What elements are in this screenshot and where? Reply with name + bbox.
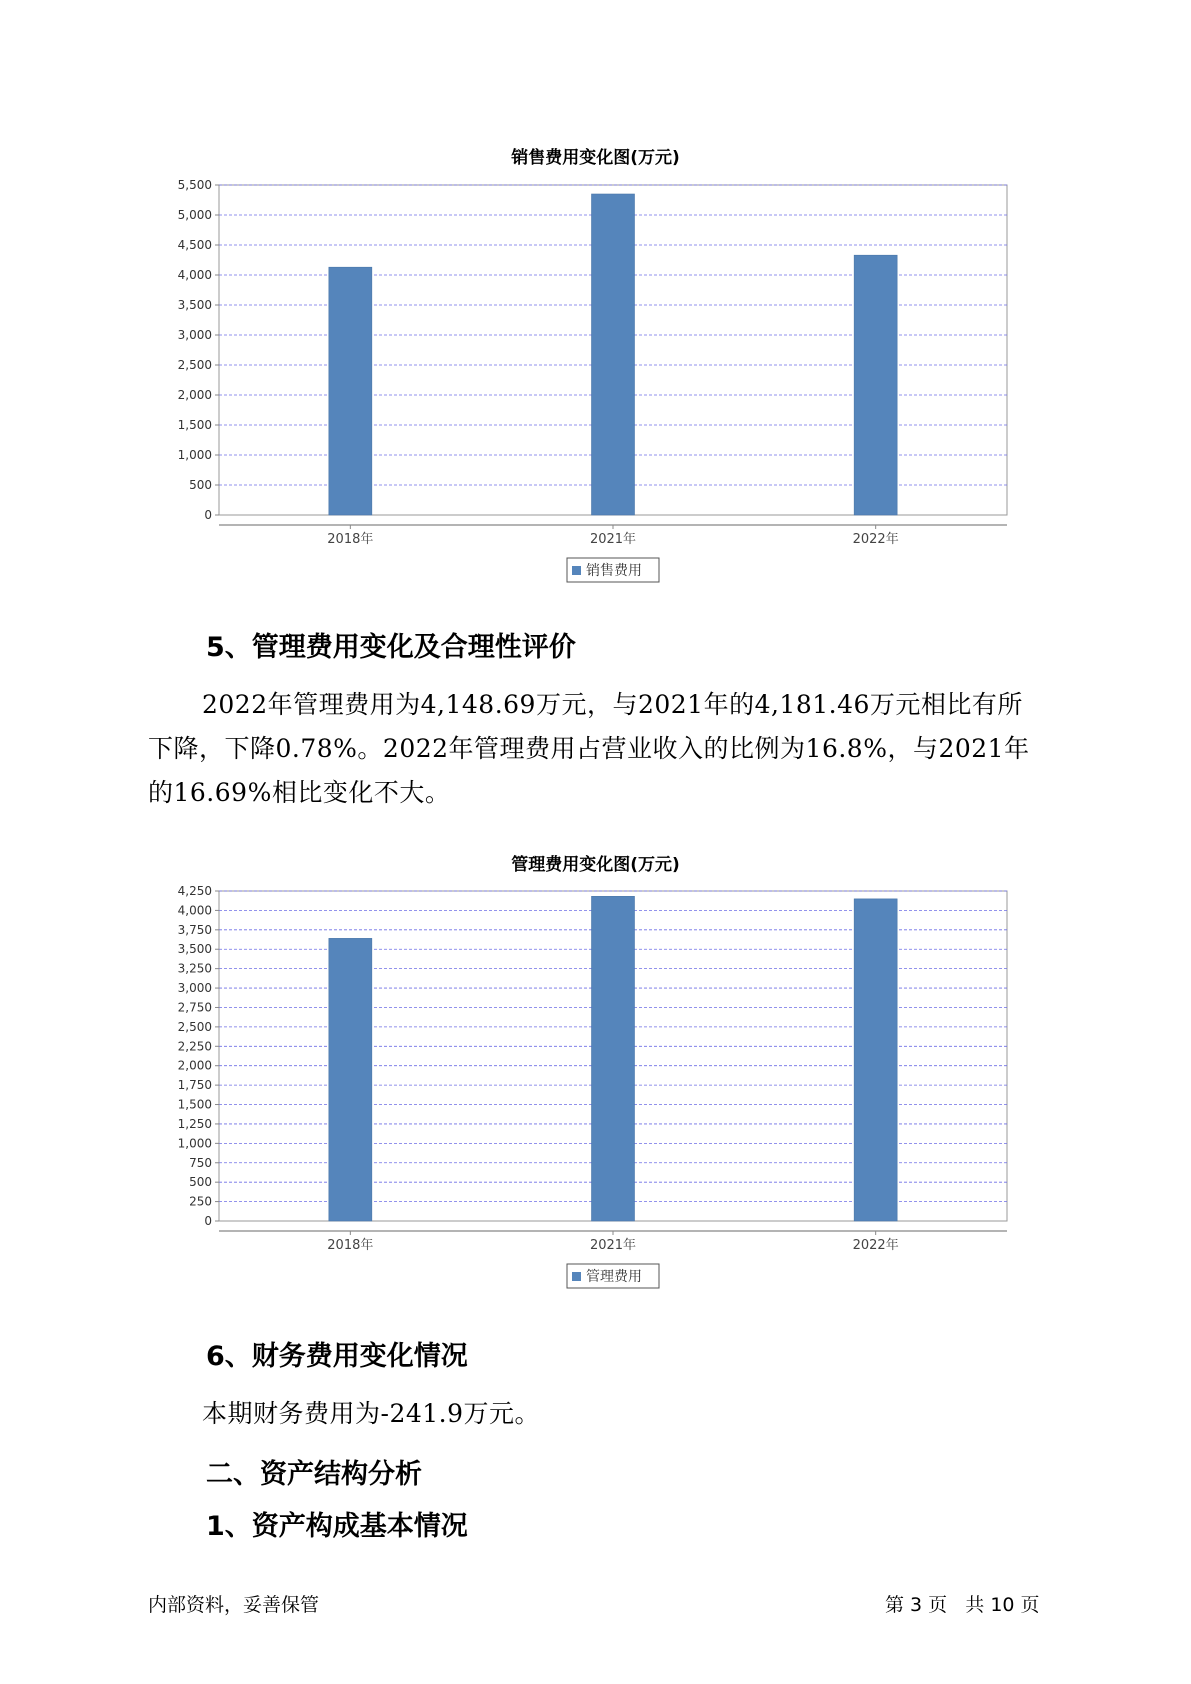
- sales-chart-y-tick-label: 2,000: [177, 388, 212, 402]
- footer-page-number: 第 3 页 共 10 页: [885, 1594, 1040, 1616]
- admin-chart-y-tick-label: 2,000: [177, 1058, 212, 1073]
- admin-chart-y-tick-label: 1,750: [177, 1078, 212, 1093]
- admin-chart-y-tick-label: 2,250: [177, 1039, 212, 1054]
- admin-chart-y-tick-label: 4,250: [177, 884, 212, 898]
- admin-chart-y-tick-label: 0: [204, 1214, 212, 1228]
- sales-chart-y-tick-label: 4,000: [177, 268, 212, 282]
- admin-chart-y-tick-label: 2,500: [177, 1019, 212, 1034]
- admin-chart-y-tick-label: 1,500: [177, 1097, 212, 1112]
- admin-chart-y-tick-label: 500: [189, 1175, 212, 1190]
- admin-chart-y-tick-label: 3,250: [177, 961, 212, 976]
- sales-chart-x-tick-label: 2022年: [852, 532, 899, 547]
- section-5-paragraph-line-3: 的16.69%相比变化不大。: [148, 778, 451, 807]
- admin-chart-y-tick-label: 750: [189, 1155, 212, 1170]
- sales-chart-y-tick-label: 3,000: [177, 328, 212, 342]
- sales-chart-y-tick-label: 3,500: [177, 298, 212, 312]
- admin-chart-y-tick-label: 1,000: [177, 1136, 212, 1151]
- admin-chart-y-tick-label: 3,750: [177, 922, 212, 937]
- part-2-heading: 二、资产结构分析: [206, 1459, 422, 1490]
- admin-chart-bar-2021年: [592, 896, 635, 1221]
- admin-chart-y-tick-label: 1,250: [177, 1116, 212, 1131]
- sales-chart-y-tick-label: 5,000: [177, 208, 212, 222]
- admin-chart-y-tick-label: 4,000: [177, 903, 212, 918]
- section-6-heading: 6、财务费用变化情况: [206, 1341, 468, 1372]
- part-2-subsection-1-heading: 1、资产构成基本情况: [206, 1511, 468, 1542]
- sales-chart-legend-label: 销售费用: [586, 563, 642, 579]
- sales-chart-title: 销售费用变化图(万元): [511, 148, 680, 168]
- admin-chart-x-tick-label: 2021年: [589, 1238, 637, 1253]
- admin-chart-bar-2022年: [854, 899, 897, 1221]
- sales-chart-y-tick-label: 1,500: [177, 418, 212, 432]
- sales-chart-y-tick-label: 500: [189, 478, 212, 492]
- admin-chart-y-tick-label: 3,000: [177, 981, 212, 996]
- admin-chart-legend-label: 管理费用: [586, 1269, 642, 1285]
- section-5-paragraph-line-2: 下降，下降0.78%。2022年管理费用占营业收入的比例为16.8%，与2021年: [148, 734, 1030, 763]
- admin-chart-title: 管理费用变化图(万元): [511, 855, 680, 875]
- sales-chart-y-tick-label: 2,500: [177, 358, 212, 372]
- sales-chart-y-tick-label: 0: [204, 508, 212, 522]
- sales-chart-x-tick-label: 2018年: [327, 532, 374, 547]
- admin-chart-x-tick-label: 2022年: [852, 1238, 899, 1253]
- section-5-heading: 5、管理费用变化及合理性评价: [206, 632, 576, 663]
- admin-chart-legend-swatch: [572, 1272, 581, 1281]
- section-6-paragraph: 本期财务费用为-241.9万元。: [202, 1399, 541, 1428]
- admin-chart-y-tick-label: 2,750: [177, 1000, 212, 1015]
- section-5-paragraph-line-1: 2022年管理费用为4,148.69万元，与2021年的4,181.46万元相比有所: [202, 690, 1023, 719]
- sales-chart-y-tick-label: 5,500: [177, 178, 212, 192]
- footer-confidential-note: 内部资料，妥善保管: [148, 1594, 320, 1616]
- admin-chart-y-tick-label: 3,500: [177, 942, 212, 957]
- sales-chart-x-tick-label: 2021年: [589, 532, 637, 547]
- sales-chart-y-tick-label: 1,000: [177, 448, 212, 462]
- admin-chart-x-tick-label: 2018年: [327, 1238, 374, 1253]
- admin-chart-y-tick-label: 250: [189, 1194, 212, 1209]
- admin-chart-bar-2018年: [329, 938, 372, 1221]
- sales-chart-y-tick-label: 4,500: [177, 238, 212, 252]
